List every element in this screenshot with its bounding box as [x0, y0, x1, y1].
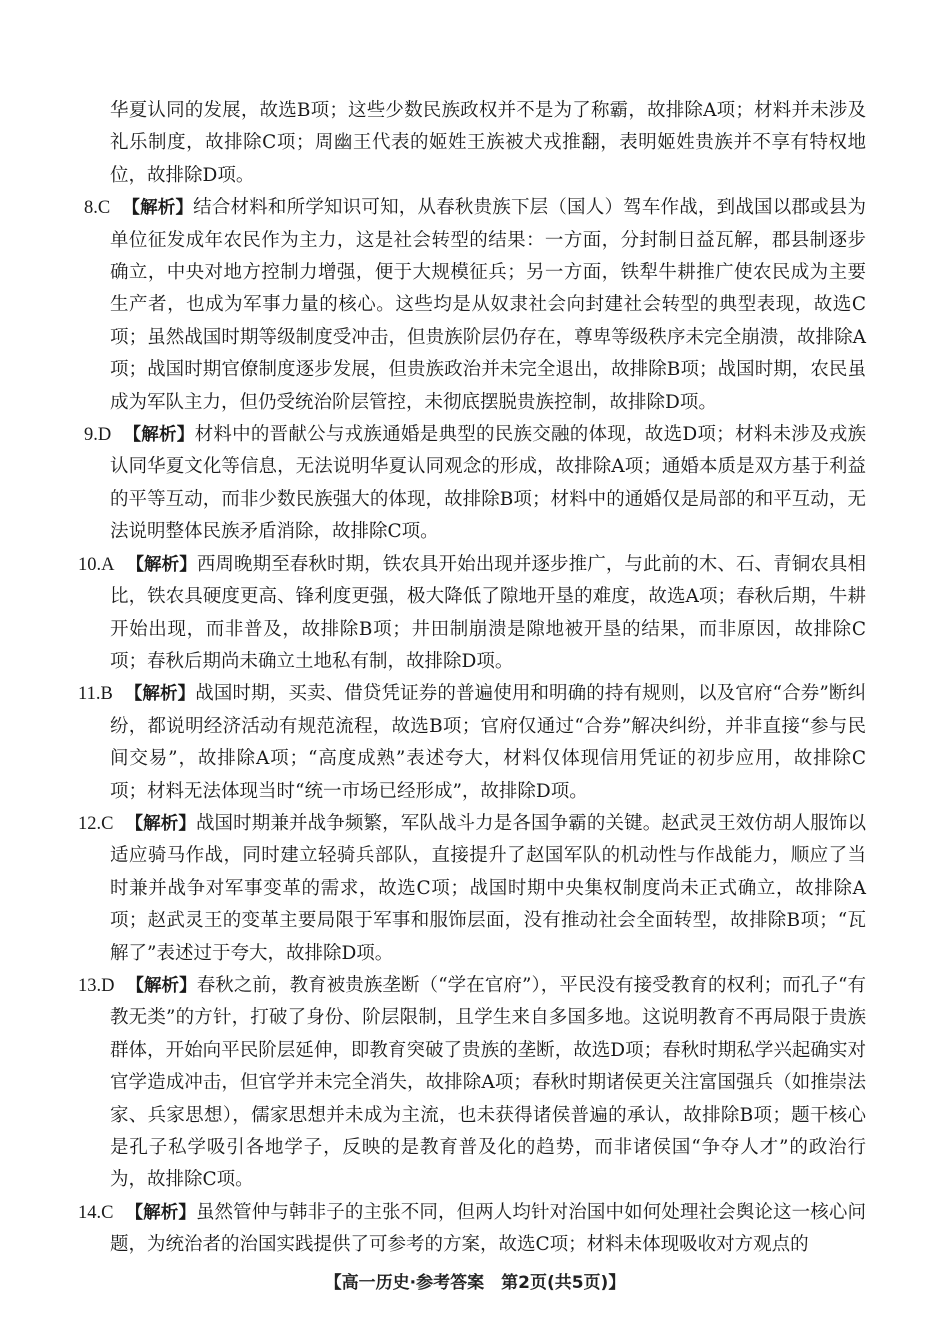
answer-text: 虽然管仲与韩非子的主张不同，但两人均针对治国中如何处理社会舆论这一核心问题，为统治者的治国实践提供了可参考的方案，故选C项；材料未体现吸收对方观点的 [110, 1201, 866, 1256]
answer-item-14 [78, 1197, 866, 1262]
analysis-tag: 【解析】 [122, 198, 194, 219]
answer-item-10 [78, 549, 867, 679]
answer-text: 春秋之前，教育被贵族垄断（“学在官府”），平民没有接受教育的权利；而孔子“有教无类”的方针，打破了身份、阶层限制，且学生来自多国多地。这说明教育不再局限于贵族群体，开始向平民阶层延伸，即教育突破了贵族的垄断，故选D项；春秋时期私学兴起确实对官学造成冲击，但官学并未完全消失，故排除A项；春秋时期诸侯更关注富国强兵（如推崇法家、兵家思想），儒家思想并未成为主流，也未获得诸侯普遍的承认，故排除B项；题干核心是孔子私学吸引各地学子，反映的是教育普及化的趋势，而非诸侯国“争夺人才”的政治行为，故排除C项。 [110, 974, 866, 1191]
analysis-tag: 【解析】 [125, 813, 196, 834]
answer-item-8 [84, 192, 866, 419]
analysis-tag: 【解析】 [124, 684, 196, 705]
answer-text: 战国时期兼并战争频繁，军队战斗力是各国争霸的关键。赵武灵王效仿胡人服饰以适应骑马作战，同时建立轻骑兵部队，直接提升了赵国军队的机动性与作战能力，顺应了当时兼并战争对军事变革的需求，故选C项；战国时期中央集权制度尚未正式确立，故排除A项；赵武灵王的变革主要局限于军事和服饰层面，没有推动社会全面转型，故排除B项；“瓦解了”表述过于夸大，故排除D项。 [110, 812, 866, 964]
answer-text: 材料中的晋献公与戎族通婚是典型的民族交融的体现，故选D项；材料未涉及戎族认同华夏文化等信息，无法说明华夏认同观念的形成，故排除A项；通婚本质是双方基于利益的平等互动，而非少数民族强大的体现，故排除B项；材料中的通婚仅是局部的和平互动，无法说明整体民族矛盾消除，故排除C项。 [110, 424, 866, 543]
answer-item-11 [78, 678, 867, 808]
answer-text: 结合材料和所学知识可知，从春秋贵族下层（国人）驾车作战，到战国以郡或县为单位征发成年农民作为主力，这是社会转型的结果：一方面，分封制日益瓦解，郡县制逐步确立，中央对地方控制力增强，便于大规模征兵；另一方面，铁犁牛耕推广使农民成为主要生产者，也成为军事力量的核心。这些均是从奴隶社会向封建社会转型的典型表现，故选C项；虽然战国时期等级制度受冲击，但贵族阶层仍存在，尊卑等级秩序未完全崩溃，故排除A项；战国时期官僚制度逐步发展，但贵族政治并未完全退出，故排除B项；战国时期，农民虽成为军队主力，但仍受统治阶层管控，未彻底摆脱贵族控制，故排除D项。 [110, 197, 866, 413]
answer-number: 11.B [78, 684, 113, 705]
page-footer: 【高一历史·参考答案 第2页(共5页)】 [324, 1273, 626, 1293]
answer-number: 8.C [84, 198, 111, 219]
answer-item-12 [78, 808, 866, 970]
answer-number: 12.C [78, 813, 114, 834]
answer-number: 13.D [78, 975, 115, 996]
answer-number: 10.A [78, 554, 115, 575]
analysis-tag: 【解析】 [126, 554, 197, 575]
analysis-tag: 【解析】 [125, 1202, 196, 1223]
analysis-tag: 【解析】 [126, 975, 197, 996]
intro-paragraph: 华夏认同的发展，故选B项；这些少数民族政权并不是为了称霸，故排除A项；材料并未涉及礼乐制度，故排除C项；周幽王代表的姬姓王族被犬戎推翻，表明姬姓贵族并不享有特权地位，故排除D项。 [110, 100, 866, 186]
analysis-tag: 【解析】 [123, 425, 195, 446]
answer-item-13 [78, 970, 866, 1197]
answer-number: 9.D [84, 425, 112, 446]
answer-text: 战国时期，买卖、借贷凭证券的普遍使用和明确的持有规则，以及官府“合券”断纠纷，都说明经济活动有规范流程，故选B项；官府仅通过“合券”解决纠纷，并非直接“参与民间交易”，故排除A项；“高度成熟”表述夸大，材料仅体现信用凭证的初步应用，故排除C项；材料无法体现当时“统一市场已经形成”，故排除D项。 [110, 683, 867, 802]
answer-text: 西周晚期至春秋时期，铁农具开始出现并逐步推广，与此前的木、石、青铜农具相比，铁农具硬度更高、锋利度更强，极大降低了隙地开垦的难度，故选A项；春秋后期，牛耕开始出现，而非普及，故排除B项；井田制崩溃是隙地被开垦的结果，而非原因，故排除C项；春秋后期尚未确立土地私有制，故排除D项。 [110, 553, 867, 672]
answer-content [78, 95, 867, 1262]
answer-number: 14.C [78, 1202, 114, 1223]
answer-item-9 [84, 419, 866, 549]
